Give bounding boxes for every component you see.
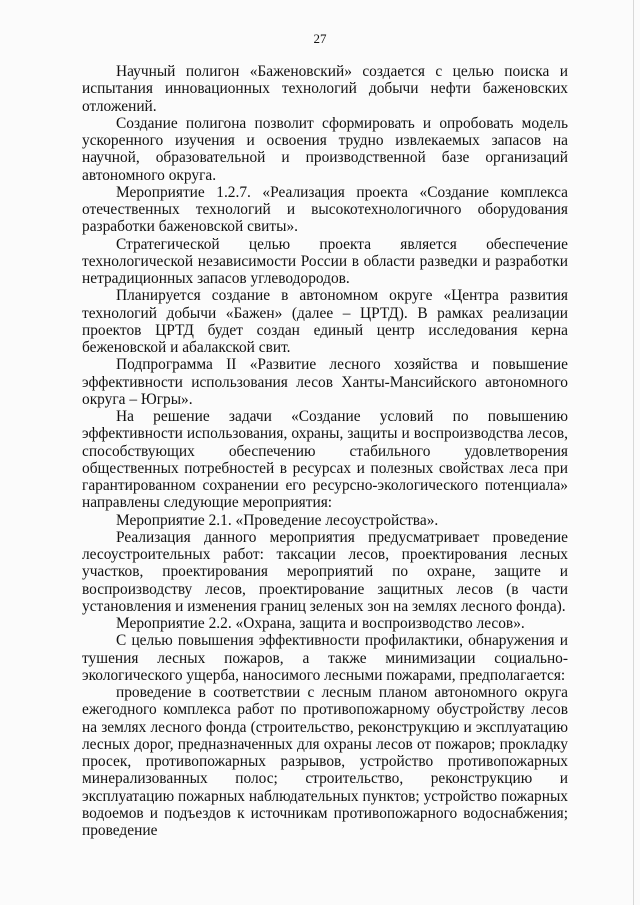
paragraph-measure-1-2-7: Мероприятие 1.2.7. «Реализация проекта «Создание комплекса отечественных технологий и высокотехнологичного оборудования разработки баженовской свиты».: [82, 183, 568, 236]
paragraph-measure-2-1: Мероприятие 2.1. «Проведение лесоустройства».: [116, 511, 439, 529]
paragraph-crtd-center: Планируется создание в автономном округе «Центра развития технологий добычи «Бажен» (далее – ЦРТД). В рамках реализации проектов ЦРТД будет создан единый центр исследования керна беженовской и абалакской свит.: [82, 287, 568, 356]
page-edge-shadow: [633, 0, 634, 905]
page-number: 27: [313, 31, 327, 46]
paragraph-task-measures: На решение задачи «Создание условий по повышению эффективности использования, охраны, защиты и воспроизводства лесов, способствующих обеспечению стабильного удовлетворения общественных потребностей в ресурсах и полезных свойствах леса при гарантированном сохранении его ресурсно-экологического потенциала» направлены следующие мероприятия:: [82, 408, 568, 512]
paragraph-subprogram-2: Подпрограмма II «Развитие лесного хозяйства и повышение эффективности использования лесов Ханты-Мансийского автономного округа – Югры».: [82, 356, 568, 408]
paragraph-polygon-model: Создание полигона позволит сформировать и опробовать модель ускоренного изучения и освоения трудно извлекаемых запасов на научной, образовательной и производственной базе организаций автономного округа.: [82, 114, 568, 184]
paragraph-project-goal: Стратегической целью проекта является обеспечение технологической независимости России в области разведки и разработки нетрадиционных запасов углеводородов.: [82, 235, 568, 287]
paragraph-fire-works: проведение в соответствии с лесным планом автономного округа ежегодного комплекса работ по противопожарному обустройству лесов на землях лесного фонда (строительство, реконструкцию и эксплуатацию лесных дорог, предназначенных для охраны лесов от пожаров; прокладку просек, противопожарных разрывов, устройство противопожарных минерализованных полос; строительство, реконструкцию и эксплуатацию пожарных наблюдательных пунктов; устройство пожарных водоемов и подъездов к источникам противопожарного водоснабжения; проведение: [82, 684, 568, 839]
paragraph-measure-2-2: Мероприятие 2.2. «Охрана, защита и воспроизводство лесов».: [116, 615, 525, 632]
document-body: [82, 63, 568, 839]
paragraph-forest-management: Реализация данного мероприятия предусматривает проведение лесоустроительных работ: таксации лесов, проектирования лесных участков, проектирования мероприятий по охране, защите и воспроизводству лесов, проектирование защитных лесов (в части установления и изменения границ зеленых зон на землях лесного фонда).: [82, 528, 568, 615]
paragraph-fire-prevention: С целью повышения эффективности профилактики, обнаружения и тушения лесных пожаров, а также минимизации социально-экологического ущерба, наносимого лесными пожарами, предполагается:: [82, 632, 568, 684]
paragraph-polygon-intro: Научный полигон «Баженовский» создается с целью поиска и испытания инновационных технологий добычи нефти баженовских отложений.: [82, 63, 568, 115]
